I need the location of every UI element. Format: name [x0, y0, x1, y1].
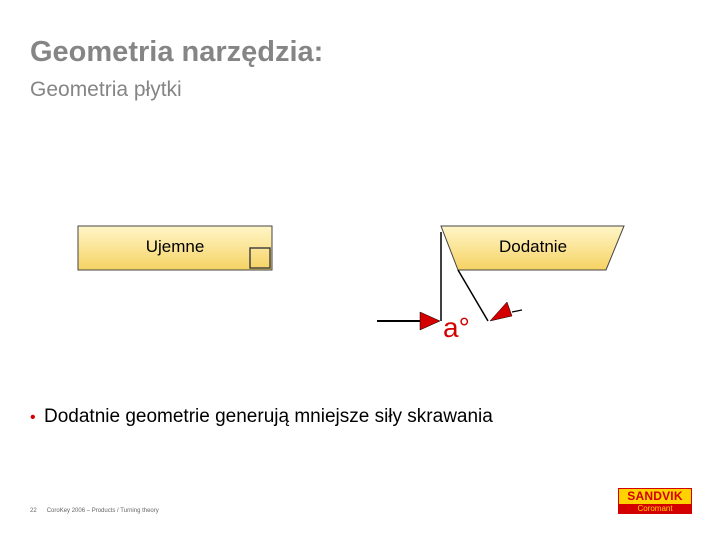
sandvik-logo — [618, 488, 692, 514]
tick-line — [512, 310, 522, 312]
footer — [30, 508, 159, 514]
logo-brand: SANDVIK — [627, 489, 683, 503]
bullet-icon: • — [30, 409, 36, 426]
page-title: Geometria narzędzia: — [30, 36, 324, 68]
page-subtitle: Geometria płytki — [30, 78, 182, 101]
right-arrow-head — [490, 302, 512, 321]
page-number: 22 — [30, 508, 37, 514]
angle-label: a° — [443, 312, 470, 343]
logo-sub: Coromant — [619, 504, 691, 514]
left-arrow-head — [420, 312, 440, 330]
bullet-item — [30, 406, 493, 428]
bullet-text: Dodatnie geometrie generują mniejsze siły skrawania — [44, 406, 493, 427]
footer-source: CoroKey 2006 – Products / Turning theory — [46, 508, 159, 514]
positive-label: Dodatnie — [498, 237, 568, 256]
negative-insert — [78, 226, 272, 270]
negative-label: Ujemne — [145, 237, 205, 256]
positive-insert — [441, 226, 624, 321]
angle-indicator — [377, 302, 512, 343]
